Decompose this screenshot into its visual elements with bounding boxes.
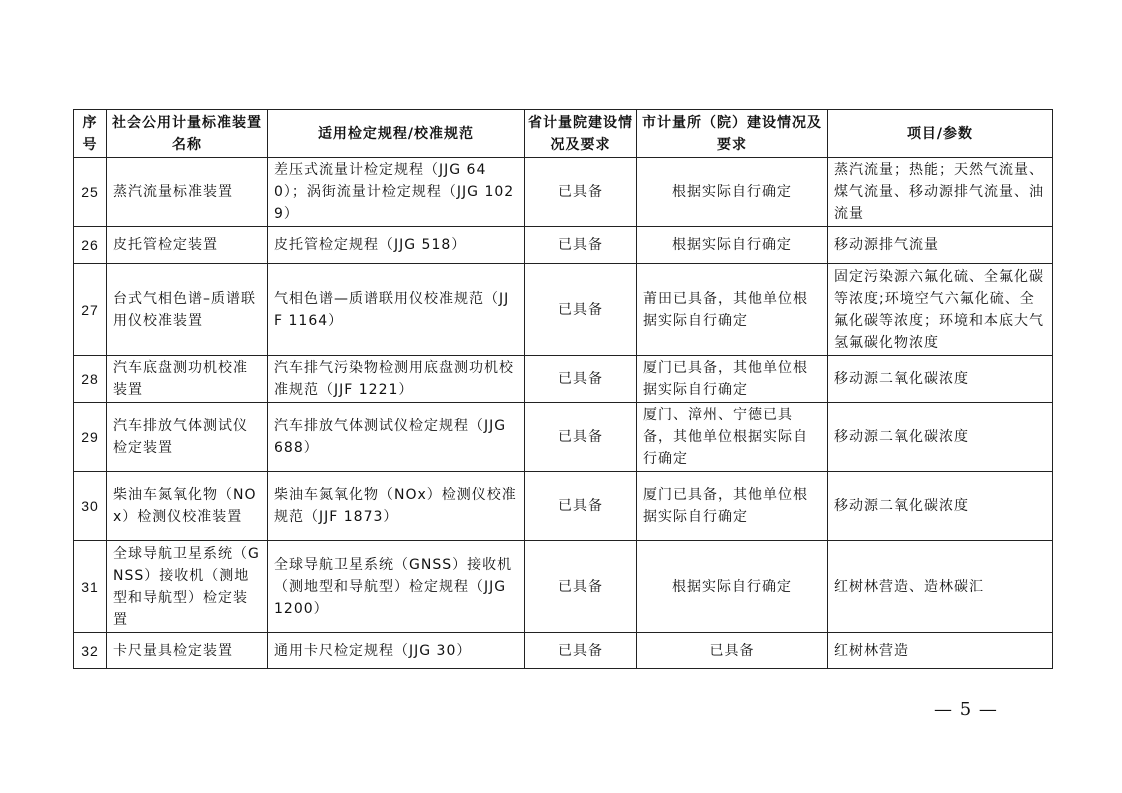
cell-params: 红树林营造、造林碳汇 (828, 541, 1053, 633)
table-row (74, 158, 1053, 227)
cell-device: 汽车排放气体测试仪检定装置 (107, 403, 268, 472)
cell-seq: 29 (74, 403, 107, 472)
cell-device: 皮托管检定装置 (107, 227, 268, 264)
table-row (74, 227, 1053, 264)
cell-spec: 皮托管检定规程（JJG 518） (268, 227, 525, 264)
cell-city: 根据实际自行确定 (637, 158, 828, 227)
cell-city: 根据实际自行确定 (637, 227, 828, 264)
table-row (74, 541, 1053, 633)
cell-params: 移动源二氧化碳浓度 (828, 356, 1053, 403)
cell-seq: 26 (74, 227, 107, 264)
cell-spec: 汽车排气污染物检测用底盘测功机校准规范（JJF 1221） (268, 356, 525, 403)
cell-province: 已具备 (525, 356, 637, 403)
cell-seq: 31 (74, 541, 107, 633)
cell-device: 卡尺量具检定装置 (107, 633, 268, 669)
header-device-name: 社会公用计量标准装置名称 (107, 110, 268, 158)
cell-params: 移动源排气流量 (828, 227, 1053, 264)
cell-city: 根据实际自行确定 (637, 541, 828, 633)
cell-city: 已具备 (637, 633, 828, 669)
cell-device: 台式气相色谱–质谱联用仪校准装置 (107, 264, 268, 356)
cell-seq: 32 (74, 633, 107, 669)
header-params: 项目/参数 (828, 110, 1053, 158)
cell-province: 已具备 (525, 264, 637, 356)
cell-province: 已具备 (525, 158, 637, 227)
cell-spec: 差压式流量计检定规程（JJG 640）；涡街流量计检定规程（JJG 1029） (268, 158, 525, 227)
cell-spec: 柴油车氮氧化物（NOx）检测仪校准规范（JJF 1873） (268, 472, 525, 541)
cell-seq: 28 (74, 356, 107, 403)
cell-seq: 25 (74, 158, 107, 227)
header-seq: 序号 (74, 110, 107, 158)
cell-params: 移动源二氧化碳浓度 (828, 403, 1053, 472)
header-spec: 适用检定规程/校准规范 (268, 110, 525, 158)
cell-params: 红树林营造 (828, 633, 1053, 669)
cell-device: 蒸汽流量标准装置 (107, 158, 268, 227)
cell-device: 全球导航卫星系统（GNSS）接收机（测地型和导航型）检定装置 (107, 541, 268, 633)
cell-params: 蒸汽流量；热能；天然气流量、煤气流量、移动源排气流量、油流量 (828, 158, 1053, 227)
cell-city: 厦门已具备，其他单位根据实际自行确定 (637, 356, 828, 403)
cell-seq: 30 (74, 472, 107, 541)
table-row (74, 264, 1053, 356)
cell-province: 已具备 (525, 633, 637, 669)
cell-spec: 全球导航卫星系统（GNSS）接收机（测地型和导航型）检定规程（JJG 1200） (268, 541, 525, 633)
header-city: 市计量所（院）建设情况及要求 (637, 110, 828, 158)
cell-spec: 汽车排放气体测试仪检定规程（JJG 688） (268, 403, 525, 472)
cell-city: 厦门、漳州、宁德已具备，其他单位根据实际自行确定 (637, 403, 828, 472)
cell-province: 已具备 (525, 472, 637, 541)
cell-city: 厦门已具备，其他单位根据实际自行确定 (637, 472, 828, 541)
cell-province: 已具备 (525, 227, 637, 264)
cell-province: 已具备 (525, 541, 637, 633)
table-row (74, 356, 1053, 403)
cell-params: 移动源二氧化碳浓度 (828, 472, 1053, 541)
page-number: — 5 — (934, 699, 998, 720)
header-province: 省计量院建设情况及要求 (525, 110, 637, 158)
table-row (74, 472, 1053, 541)
cell-device: 柴油车氮氧化物（NOx）检测仪校准装置 (107, 472, 268, 541)
table-row (74, 633, 1053, 669)
cell-device: 汽车底盘测功机校准装置 (107, 356, 268, 403)
cell-city: 莆田已具备，其他单位根据实际自行确定 (637, 264, 828, 356)
cell-seq: 27 (74, 264, 107, 356)
cell-province: 已具备 (525, 403, 637, 472)
standards-table (73, 109, 1053, 669)
table-row (74, 403, 1053, 472)
cell-spec: 气相色谱—质谱联用仪校准规范（JJF 1164） (268, 264, 525, 356)
cell-params: 固定污染源六氟化硫、全氟化碳等浓度;环境空气六氟化硫、全氟化碳等浓度；环境和本底大气氢氟碳化物浓度 (828, 264, 1053, 356)
cell-spec: 通用卡尺检定规程（JJG 30） (268, 633, 525, 669)
table-header-row (74, 110, 1053, 158)
